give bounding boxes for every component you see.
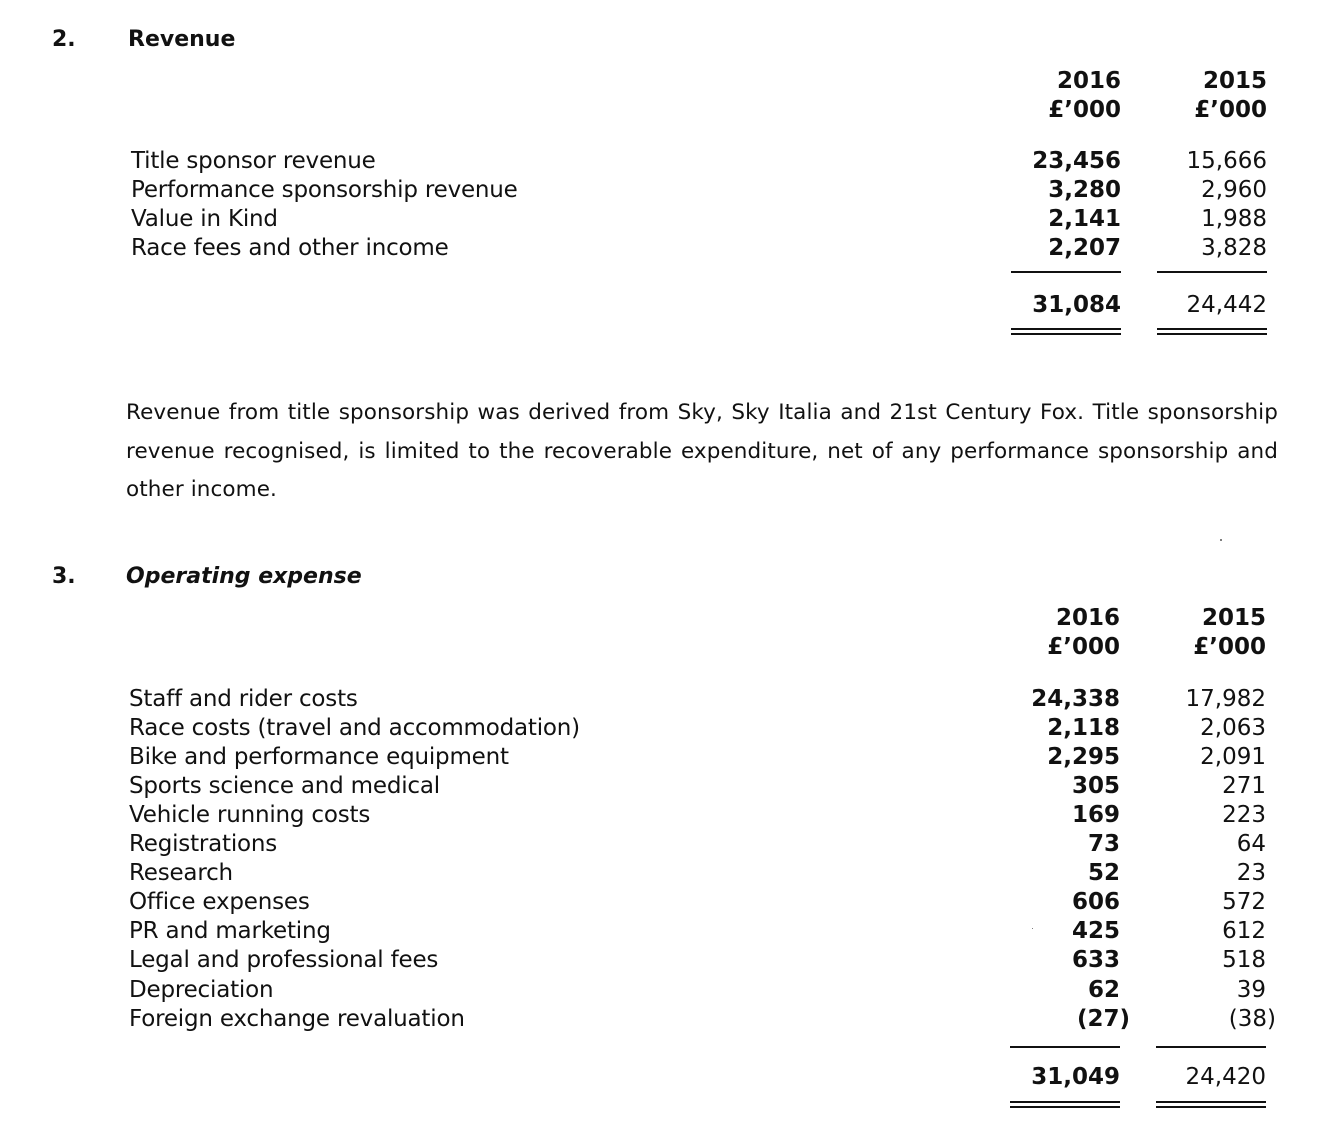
revenue-subtotal-rule-2015 bbox=[1157, 271, 1267, 273]
opex-row-2016: 305 bbox=[1071, 773, 1120, 799]
opex-total-double-rule-2015 bbox=[1156, 1101, 1266, 1108]
opex-row-label: Foreign exchange revaluation bbox=[129, 1006, 465, 1032]
revenue-section-number: 2. bbox=[52, 27, 76, 52]
revenue-total-2015: 24,442 bbox=[1186, 292, 1267, 318]
revenue-row-2016: 2,207 bbox=[1048, 235, 1121, 261]
revenue-row-2015: 15,666 bbox=[1186, 148, 1267, 174]
opex-row-2015: 271 bbox=[1222, 773, 1266, 799]
revenue-col-2016-year: 2016 bbox=[1056, 68, 1121, 94]
opex-subtotal-rule-2015 bbox=[1156, 1046, 1266, 1048]
opex-row-2016: 606 bbox=[1071, 889, 1120, 915]
opex-row-2015: 23 bbox=[1236, 860, 1266, 886]
scan-speck bbox=[1220, 539, 1222, 541]
opex-row-label: Legal and professional fees bbox=[129, 947, 439, 973]
revenue-row-2015: 1,988 bbox=[1201, 206, 1267, 232]
opex-row-2016: 169 bbox=[1071, 802, 1120, 828]
opex-row-2015: 612 bbox=[1222, 918, 1266, 944]
opex-col-2015-year: 2015 bbox=[1201, 605, 1266, 631]
revenue-col-2015-unit: £’000 bbox=[1194, 97, 1267, 123]
opex-row-label: Depreciation bbox=[129, 977, 274, 1003]
revenue-row-label: Race fees and other income bbox=[131, 235, 449, 261]
scan-speck bbox=[1032, 928, 1033, 929]
revenue-total-2016: 31,084 bbox=[1032, 292, 1121, 318]
opex-row-2016: 52 bbox=[1087, 860, 1120, 886]
opex-row-2016: 425 bbox=[1071, 918, 1120, 944]
opex-total-double-rule-2016 bbox=[1010, 1101, 1120, 1108]
revenue-row-label: Performance sponsorship revenue bbox=[131, 177, 518, 203]
opex-row-label: Research bbox=[129, 860, 233, 886]
opex-col-2016-year: 2016 bbox=[1055, 605, 1120, 631]
opex-row-2015: 39 bbox=[1236, 977, 1266, 1003]
revenue-col-2015-year: 2015 bbox=[1202, 68, 1267, 94]
opex-subtotal-rule-2016 bbox=[1010, 1046, 1120, 1048]
revenue-row-2015: 3,828 bbox=[1201, 235, 1267, 261]
opex-col-2015-unit: £’000 bbox=[1193, 634, 1266, 660]
revenue-row-2016: 23,456 bbox=[1032, 148, 1121, 174]
revenue-row-2015: 2,960 bbox=[1201, 177, 1267, 203]
opex-row-label: Registrations bbox=[129, 831, 278, 857]
opex-row-2015: 17,982 bbox=[1185, 686, 1266, 712]
revenue-row-2016: 3,280 bbox=[1048, 177, 1121, 203]
opex-row-2016: 24,338 bbox=[1031, 686, 1120, 712]
opex-section-title: Operating expense bbox=[126, 564, 362, 589]
opex-row-label: Staff and rider costs bbox=[129, 686, 358, 712]
revenue-note-paragraph: Revenue from title sponsorship was derived from Sky, Sky Italia and 21st Century Fox. Title sponsorship revenue recognised, is limited to the recoverable expenditure, net of any performance sponsorship and other income. bbox=[126, 400, 1278, 502]
opex-row-2015: 2,091 bbox=[1200, 744, 1266, 770]
opex-row-label: Sports science and medical bbox=[129, 773, 440, 799]
opex-row-label: Office expenses bbox=[129, 889, 310, 915]
opex-row-2016: 62 bbox=[1087, 977, 1120, 1003]
opex-row-2016: 633 bbox=[1071, 947, 1120, 973]
opex-row-2015: (38) bbox=[1228, 1006, 1276, 1032]
revenue-row-label: Title sponsor revenue bbox=[131, 148, 376, 174]
revenue-total-double-rule-2015 bbox=[1157, 328, 1267, 335]
revenue-col-2016-unit: £’000 bbox=[1048, 97, 1121, 123]
opex-col-2016-unit: £’000 bbox=[1047, 634, 1120, 660]
revenue-total-double-rule-2016 bbox=[1011, 328, 1121, 335]
opex-row-2016: 2,295 bbox=[1047, 744, 1120, 770]
opex-total-2015: 24,420 bbox=[1185, 1064, 1266, 1090]
revenue-row-2016: 2,141 bbox=[1048, 206, 1121, 232]
opex-row-label: Race costs (travel and accommodation) bbox=[129, 715, 580, 741]
opex-row-label: Bike and performance equipment bbox=[129, 744, 509, 770]
opex-section-number: 3. bbox=[52, 564, 76, 589]
opex-row-2016: (27) bbox=[1076, 1006, 1130, 1032]
opex-row-2015: 223 bbox=[1222, 802, 1266, 828]
opex-row-2016: 2,118 bbox=[1047, 715, 1120, 741]
opex-row-2015: 518 bbox=[1222, 947, 1266, 973]
revenue-section-title: Revenue bbox=[128, 27, 236, 52]
revenue-row-label: Value in Kind bbox=[131, 206, 278, 232]
opex-total-2016: 31,049 bbox=[1031, 1064, 1120, 1090]
opex-row-2015: 2,063 bbox=[1200, 715, 1266, 741]
opex-row-label: Vehicle running costs bbox=[129, 802, 371, 828]
opex-row-2015: 572 bbox=[1222, 889, 1266, 915]
opex-row-2016: 73 bbox=[1087, 831, 1120, 857]
opex-row-label: PR and marketing bbox=[129, 918, 331, 944]
opex-row-2015: 64 bbox=[1236, 831, 1266, 857]
revenue-subtotal-rule-2016 bbox=[1011, 271, 1121, 273]
